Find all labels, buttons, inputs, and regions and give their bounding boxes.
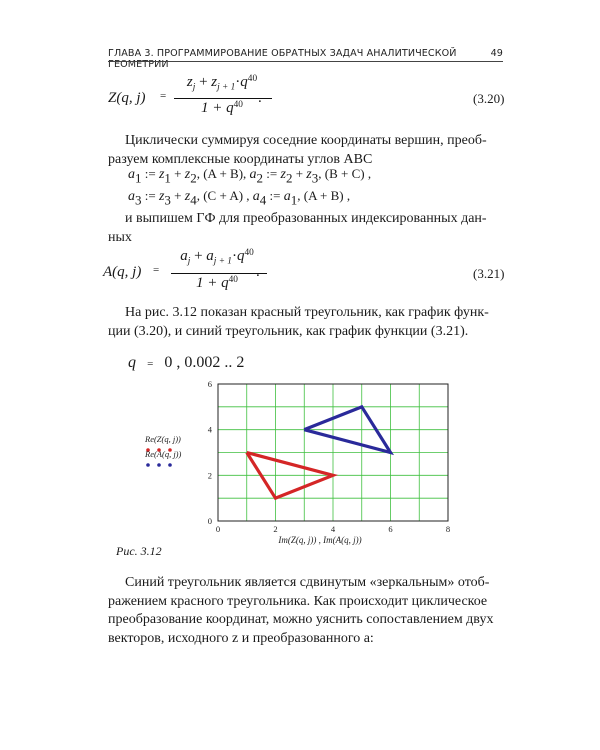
eq321-denominator: $1 + q^{40}$ — [196, 275, 238, 292]
equation-number-3-21: (3.21) — [473, 266, 505, 281]
legend-label-2: Re(A(q, j)) — [145, 449, 182, 459]
equation-3-20 — [108, 76, 518, 126]
eq321-lhs: A(q, j) — [103, 264, 142, 280]
chapter-title: ГЛАВА 3. ПРОГРАММИРОВАНИЕ ОБРАТНЫХ ЗАДАЧ АНАЛИТИЧЕСКОЙ ГЕОМЕТРИИ — [108, 48, 457, 70]
y-tick-label: 6 — [207, 379, 212, 389]
legend-label-1: Re(Z(q, j)) — [145, 434, 181, 444]
legend-marker — [146, 463, 150, 467]
chart-x-axis-label: Im(Z(q, j)) , Im(A(q, j)) — [278, 535, 362, 545]
paragraph-4: Синий треугольник является сдвинутым «зеркальным» отоб- ражением красного треугольника. Как происходит циклическое преобразование координат, можно уяснить сопоставлением двух векторов, исходного z и преобразованного a: — [108, 575, 494, 646]
figure-3-12-chart — [0, 370, 600, 570]
x-tick-label: 0 — [215, 524, 221, 534]
paragraph-3: На рис. 3.12 показан красный треугольник, как график функ- ции (3.20), и синий треугольник, как график функции (3.21). — [108, 305, 489, 339]
complex-coords-row-2: a3 := z3 + z4, (C + A) , a4 := a1, (A + B) , — [128, 188, 351, 208]
x-tick-label: 2 — [273, 524, 278, 534]
eq320-lhs: Z(q, j) — [108, 90, 146, 106]
y-tick-label: 4 — [207, 424, 212, 435]
eq320-assign: = — [160, 90, 167, 102]
q-range-definition: q = 0 , 0.002 .. 2 — [128, 354, 245, 371]
legend-marker — [157, 463, 161, 467]
x-tick-label: 6 — [388, 524, 393, 534]
eq321-fraction-bar — [171, 273, 267, 274]
equation-3-21 — [103, 248, 523, 302]
paragraph-1: Циклически суммируя соседние координаты вершин, преоб- разуем комплексные координаты углов ABC — [108, 133, 487, 167]
complex-coords-row-1: a1 := z1 + z2, (A + B), a2 := z2 + z3, (B + C) , — [128, 166, 372, 186]
figure-caption: Рис. 3.12 — [116, 544, 162, 558]
page-number: 49 — [490, 48, 503, 59]
x-tick-label: 4 — [330, 524, 336, 534]
eq320-period: . — [258, 90, 262, 106]
chart-ticks — [208, 379, 450, 534]
x-tick-label: 8 — [445, 524, 451, 534]
equation-number-3-20: (3.20) — [473, 91, 505, 106]
chart-legend — [144, 434, 182, 467]
paragraph-2: и выпишем ГФ для преобразованных индексированных дан- ных — [108, 211, 487, 245]
running-header — [108, 48, 503, 70]
eq321-assign: = — [153, 264, 160, 276]
eq321-period: . — [256, 264, 260, 280]
eq320-numerator: $z_j + z_{j + 1}\cdot q^{40}$ — [186, 74, 258, 93]
y-tick-label: 2 — [207, 470, 212, 481]
header-rule — [108, 61, 503, 62]
legend-marker — [168, 463, 172, 467]
y-tick-label: 0 — [207, 516, 212, 526]
eq320-denominator: $1 + q^{40}$ — [201, 100, 243, 117]
eq321-numerator: $a_j + a_{j + 1}\cdot q^{40}$ — [180, 248, 254, 267]
